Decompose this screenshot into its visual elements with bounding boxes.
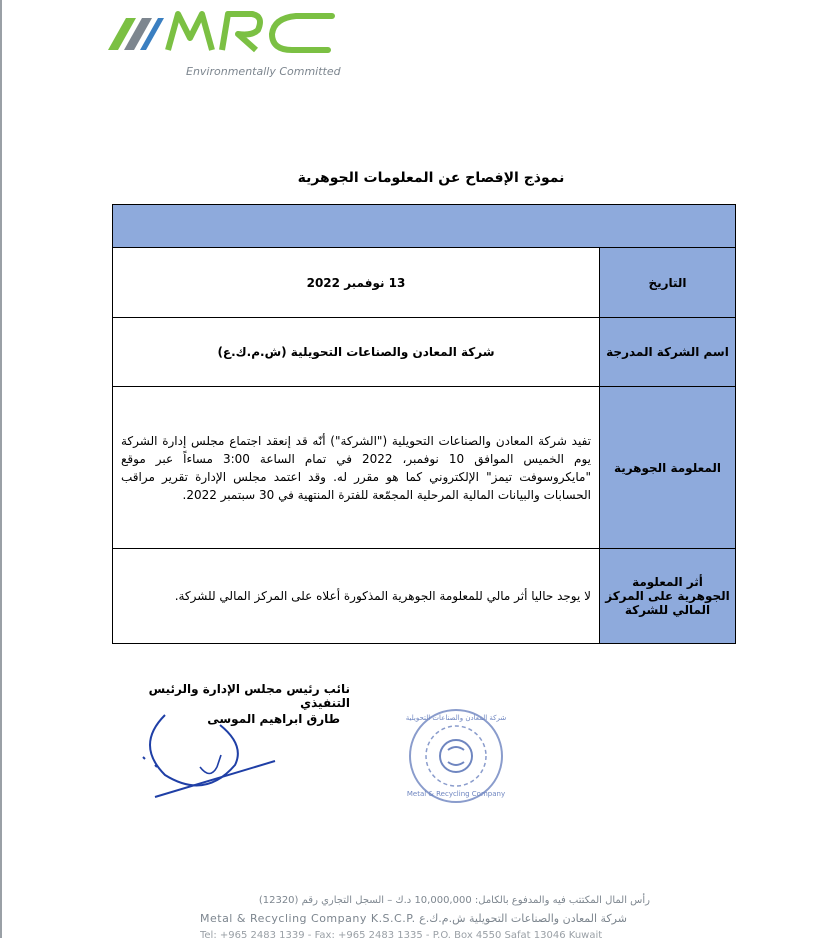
footer-company-ar: شركة المعادن والصناعات التحويلية ش.م.ك.ع bbox=[419, 912, 627, 925]
logo-tagline: Environmentally Committed bbox=[186, 65, 341, 78]
table-row bbox=[113, 549, 736, 644]
financial-impact-label: أثر المعلومة الجوهرية على المركز المالي للشركة bbox=[600, 549, 736, 644]
date-label: التاريخ bbox=[600, 248, 736, 318]
footer-capital-line: رأس المال المكتتب فيه والمدفوع بالكامل: 10,000,000 د.ك – السجل التجاري رقم (12320) bbox=[258, 895, 650, 906]
signatory-title: نائب رئيس مجلس الإدارة والرئيس التنفيذي bbox=[148, 682, 350, 710]
table-row bbox=[113, 318, 736, 387]
disclosure-table bbox=[112, 204, 736, 644]
material-info-value: تفيد شركة المعادن والصناعات التحويلية ("الشركة") أنّه قد إنعقد اجتماع مجلس إدارة الشركة يوم الخميس الموافق 10 نوفمبر، 2022 في تمام الساعة 3:00 مساءاً عبر موقع "مايكروسوفت تيمز" الإلكتروني كما هو مقرر له. وقد اعتمد مجلس الإدارة تقرير مراقب الحسابات والبيانات المالية المرحلية المجمّعة للفترة المنتهية في 30 سبتمبر 2022. bbox=[113, 387, 600, 549]
table-row bbox=[113, 248, 736, 318]
company-seal bbox=[386, 706, 526, 806]
seal-arabic-text: شركة المعادن والصناعات التحويلية bbox=[405, 714, 507, 722]
handwritten-signature bbox=[125, 705, 325, 805]
company-name-label: اسم الشركة المدرجة bbox=[600, 318, 736, 387]
table-row bbox=[113, 387, 736, 549]
company-name-value: شركة المعادن والصناعات التحويلية (ش.م.ك.ع) bbox=[113, 318, 600, 387]
financial-impact-value: لا يوجد حاليا أثر مالي للمعلومة الجوهرية المذكورة أعلاه على المركز المالي للشركة. bbox=[113, 549, 600, 644]
signatory-name: طارق ابراهيم الموسى bbox=[207, 712, 340, 726]
seal-english-text: Metal & Recycling Company bbox=[406, 790, 506, 798]
footer-company-line bbox=[200, 912, 650, 925]
page-edge bbox=[0, 0, 2, 938]
footer-company-en: Metal & Recycling Company K.S.C.P. bbox=[200, 912, 416, 925]
date-value: 13 نوفمبر 2022 bbox=[113, 248, 600, 318]
footer-contact-line: Tel: +965 2483 1339 - Fax: +965 2483 1335 - P.O. Box 4550 Safat 13046 Kuwait bbox=[200, 930, 603, 938]
material-info-label: المعلومة الجوهرية bbox=[600, 387, 736, 549]
document-title: نموذج الإفصاح عن المعلومات الجوهرية bbox=[297, 170, 565, 186]
table-header-row bbox=[113, 205, 736, 248]
